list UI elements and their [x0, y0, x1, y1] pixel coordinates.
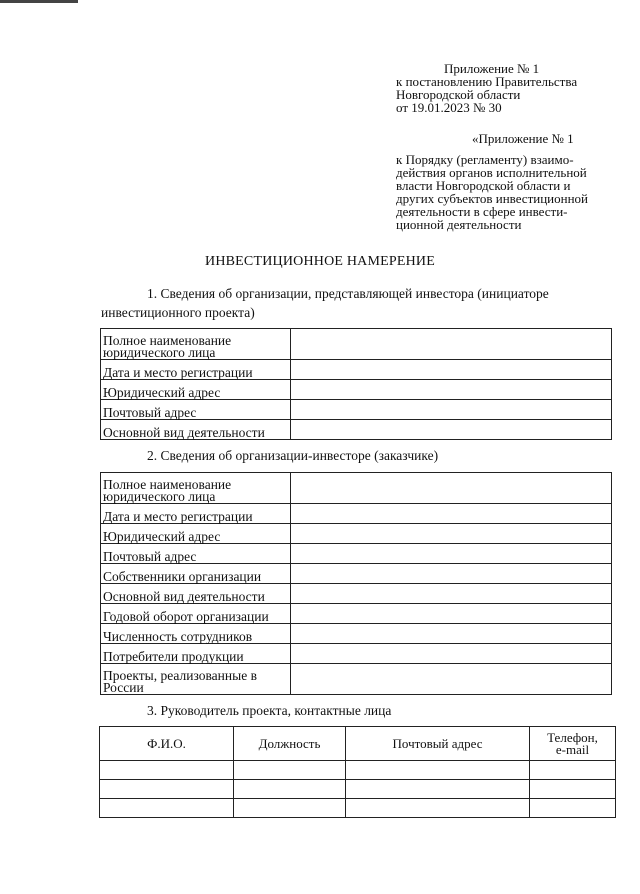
- table-row: [100, 761, 616, 780]
- table-row: [101, 564, 612, 584]
- table-cell[interactable]: [234, 780, 346, 799]
- table-row: [101, 664, 612, 695]
- field-label: Проекты, реализованные в России: [101, 664, 291, 695]
- field-value[interactable]: [291, 420, 612, 440]
- document-title: ИНВЕСТИЦИОННОЕ НАМЕРЕНИЕ: [205, 254, 435, 269]
- field-label: Основной вид деятельности: [101, 420, 291, 440]
- field-label: Почтовый адрес: [101, 544, 291, 564]
- table-cell[interactable]: [100, 799, 234, 818]
- field-value[interactable]: [291, 584, 612, 604]
- organization-investor-table: [100, 328, 612, 440]
- appendix-1-line: от 19.01.2023 № 30: [396, 100, 502, 115]
- appendix-1-line: к постановлению Правительства: [396, 74, 578, 89]
- field-label: Основной вид деятельности: [101, 584, 291, 604]
- column-header: Ф.И.О.: [100, 727, 234, 761]
- field-value[interactable]: [291, 544, 612, 564]
- section-2-heading: 2. Сведения об организации-инвесторе (заказчике): [147, 448, 439, 463]
- table-cell[interactable]: [530, 799, 616, 818]
- table-cell[interactable]: [100, 780, 234, 799]
- column-header: Должность: [234, 727, 346, 761]
- table-cell[interactable]: [530, 761, 616, 780]
- table-row: [101, 524, 612, 544]
- appendix-2-heading: «Приложение № 1: [472, 131, 574, 146]
- table-cell[interactable]: [346, 761, 530, 780]
- contacts-table: [99, 726, 616, 818]
- field-label: Дата и место регистрации: [101, 504, 291, 524]
- appendix-1-line: Новгородской области: [396, 87, 521, 102]
- table-row: [100, 780, 616, 799]
- appendix-2-line: к Порядку (регламенту) взаимо-: [396, 152, 574, 167]
- table-row: [100, 799, 616, 818]
- table-cell[interactable]: [530, 780, 616, 799]
- field-value[interactable]: [291, 624, 612, 644]
- table-row: [101, 624, 612, 644]
- appendix-2-line: ционной деятельности: [396, 217, 522, 232]
- table-row: [101, 420, 612, 440]
- appendix-2-line: действия органов исполнительной: [396, 165, 587, 180]
- table-row: [101, 380, 612, 400]
- field-label: Почтовый адрес: [101, 400, 291, 420]
- table-cell[interactable]: [234, 761, 346, 780]
- appendix-2-note: [396, 132, 620, 231]
- section-1-heading: 1. Сведения об организации, представляющей инвестора (инициаторе инвестиционного проекта): [101, 286, 549, 320]
- appendix-2-line: власти Новгородской области и: [396, 178, 571, 193]
- field-value[interactable]: [291, 329, 612, 360]
- field-label: Потребители продукции: [101, 644, 291, 664]
- field-value[interactable]: [291, 644, 612, 664]
- scan-edge-mark: [0, 0, 78, 3]
- field-value[interactable]: [291, 400, 612, 420]
- investor-organization-table: [100, 472, 612, 695]
- field-label: Численность сотрудников: [101, 624, 291, 644]
- field-value[interactable]: [291, 360, 612, 380]
- table-row: [101, 504, 612, 524]
- table-row: [101, 360, 612, 380]
- table-cell[interactable]: [346, 780, 530, 799]
- table-cell[interactable]: [100, 761, 234, 780]
- field-value[interactable]: [291, 524, 612, 544]
- table-row: [101, 400, 612, 420]
- field-value[interactable]: [291, 564, 612, 584]
- field-value[interactable]: [291, 664, 612, 695]
- field-label: Юридический адрес: [101, 524, 291, 544]
- field-label: Полное наименование юридического лица: [101, 473, 291, 504]
- field-label: Собственники организации: [101, 564, 291, 584]
- field-label: Юридический адрес: [101, 380, 291, 400]
- table-row: [101, 544, 612, 564]
- table-row: [101, 329, 612, 360]
- table-row: [101, 644, 612, 664]
- table-row: [101, 584, 612, 604]
- field-value[interactable]: [291, 504, 612, 524]
- table-cell[interactable]: [234, 799, 346, 818]
- field-label: Годовой оборот организации: [101, 604, 291, 624]
- appendix-1-note: [396, 62, 620, 114]
- field-value[interactable]: [291, 380, 612, 400]
- field-label: Дата и место регистрации: [101, 360, 291, 380]
- table-row: [101, 473, 612, 504]
- appendix-1-heading: Приложение № 1: [444, 61, 540, 76]
- section-3-heading: 3. Руководитель проекта, контактные лица: [147, 703, 392, 718]
- column-header: Телефон, e-mail: [530, 727, 616, 761]
- appendix-2-line: других субъектов инвестиционной: [396, 191, 588, 206]
- appendix-2-line: деятельности в сфере инвести-: [396, 204, 568, 219]
- field-label: Полное наименование юридического лица: [101, 329, 291, 360]
- table-cell[interactable]: [346, 799, 530, 818]
- column-header: Почтовый адрес: [346, 727, 530, 761]
- field-value[interactable]: [291, 473, 612, 504]
- field-value[interactable]: [291, 604, 612, 624]
- table-header-row: [100, 727, 616, 761]
- table-row: [101, 604, 612, 624]
